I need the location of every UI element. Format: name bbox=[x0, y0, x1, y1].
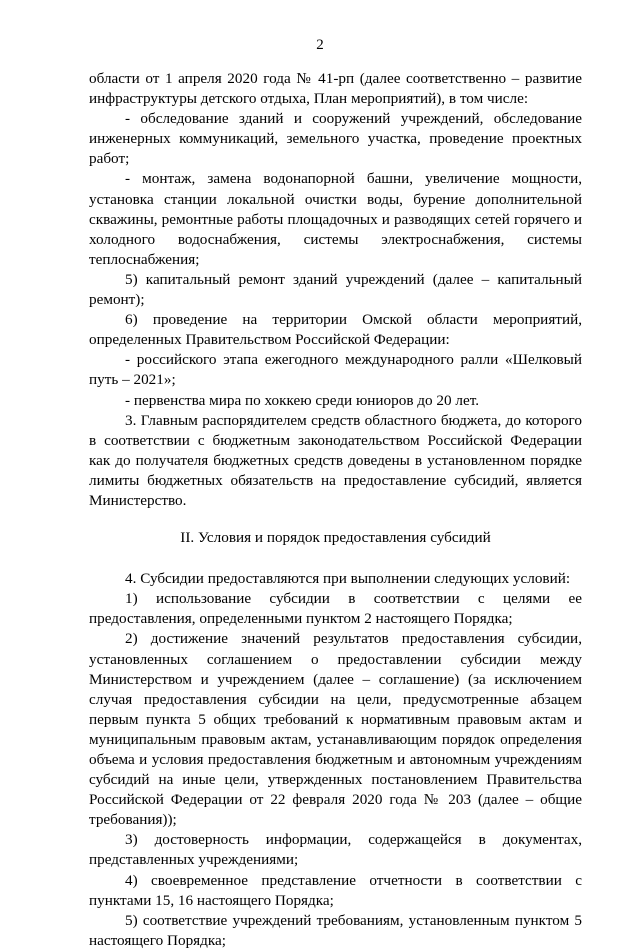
paragraph: - монтаж, замена водонапорной башни, увеличение мощности, установка станции локальной очистки воды, бурение дополнительной скважины, ремонтные работы площадочных и разводящих сетей горячего и холодного водоснабжения, системы электроснабжения, системы теплоснабжения; bbox=[89, 170, 582, 268]
paragraph: - первенства мира по хоккею среди юниоров до 20 лет. bbox=[125, 391, 480, 409]
paragraph: 5) соответствие учреждений требованиям, установленным пунктом 5 настоящего Порядка; bbox=[89, 911, 582, 949]
paragraph: 2) достижение значений результатов предоставления субсидии, установленных соглашением о предоставлении субсидии между Министерством и учреждением (далее – соглашение) (за исключением случая предоставления субсидии на цели, предусмотренные абзацем первым пункта 5 общих требований к нормативным правовым актам и муниципальным правовым актам, устанавливающим порядок определения объема и условия предоставления бюджетным и автономным учреждениям субсидий на иные цели, утвержденных постановлением Правительства Российской Федерации от 22 февраля 2020 года № 203 (далее – общие требования)); bbox=[89, 630, 582, 829]
paragraph: 1) использование субсидии в соответствии с целями ее предоставления, определенными пунктом 2 настоящего Порядка; bbox=[89, 590, 582, 628]
paragraph: 4. Субсидии предоставляются при выполнении следующих условий: bbox=[125, 570, 571, 588]
paragraph: области от 1 апреля 2020 года № 41-рп (далее соответственно – развитие инфраструктуры детского отдыха, План мероприятий), в том числе: bbox=[89, 70, 582, 108]
section-heading: II. Условия и порядок предоставления субсидий bbox=[180, 529, 491, 547]
paragraph: 3) достоверность информации, содержащейся в документах, представленных учреждениями; bbox=[89, 831, 582, 869]
document-body bbox=[89, 69, 582, 951]
paragraph: - обследование зданий и сооружений учреждений, обследование инженерных коммуникаций, земельного участка, проведение проектных работ; bbox=[89, 110, 582, 168]
paragraph: - российского этапа ежегодного международного ралли «Шелковый путь – 2021»; bbox=[89, 351, 582, 389]
paragraph: 6) проведение на территории Омской области мероприятий, определенных Правительством Российской Федерации: bbox=[89, 311, 582, 349]
paragraph: 3. Главным распорядителем средств областного бюджета, до которого в соответствии с бюджетным законодательством Российской Федерации как до получателя бюджетных средств доведены в установленном порядке лимиты бюджетных обязательств на предоставление субсидий, является Министерство. bbox=[89, 411, 582, 509]
paragraph: 5) капитальный ремонт зданий учреждений (далее – капитальный ремонт); bbox=[89, 270, 582, 309]
page-number: 2 bbox=[316, 37, 324, 53]
paragraph: 4) своевременное представление отчетности в соответствии с пунктами 15, 16 настоящего Порядка; bbox=[89, 871, 582, 909]
